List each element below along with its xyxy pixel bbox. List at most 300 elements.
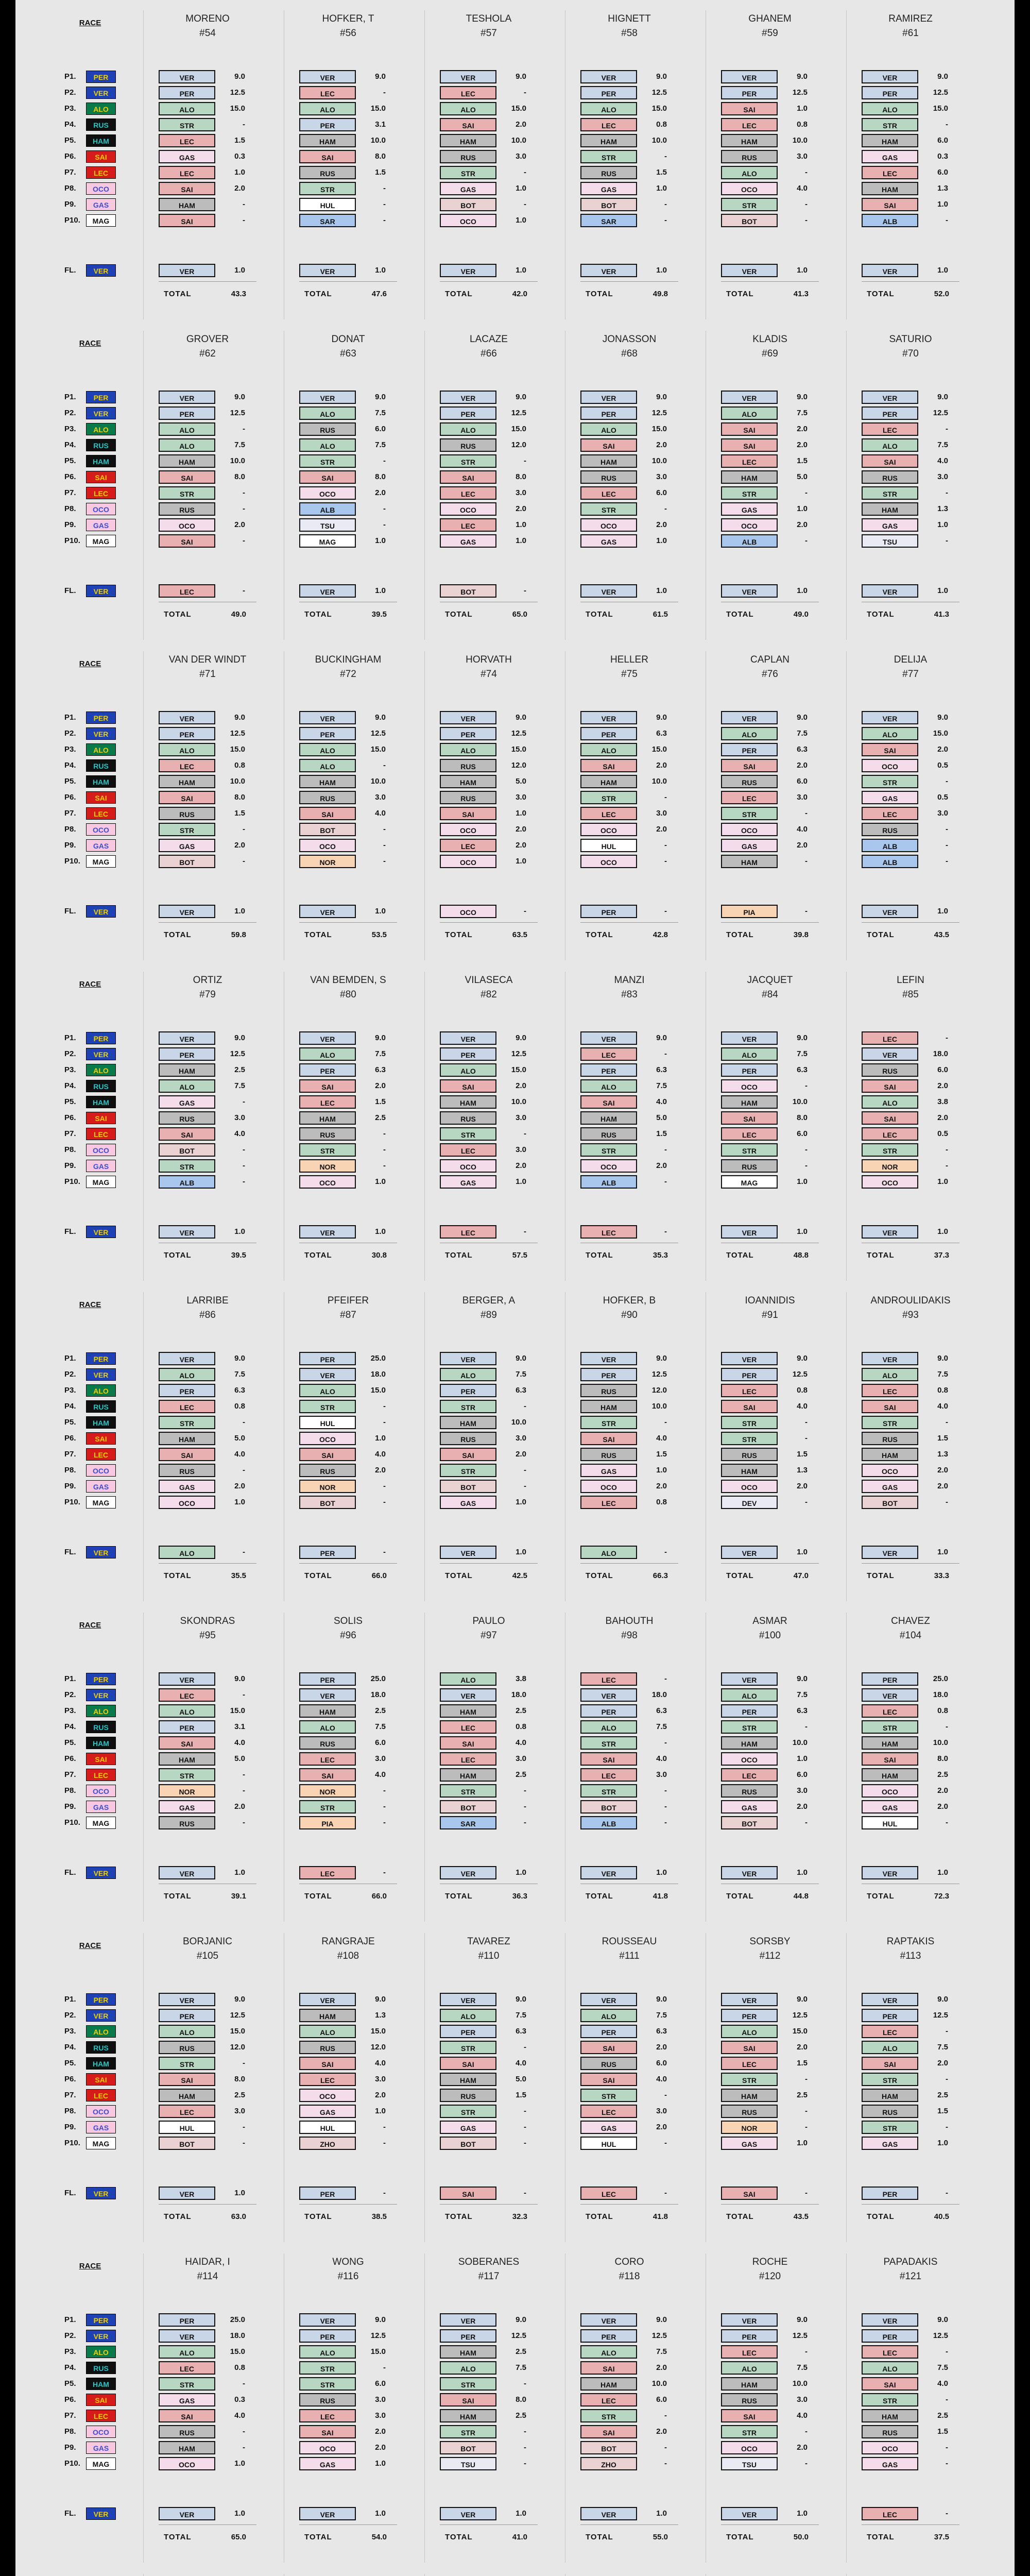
position-label: P8. xyxy=(64,825,76,834)
standings-page xyxy=(15,0,1015,2576)
player-card xyxy=(846,2564,975,2576)
prediction-row xyxy=(440,2137,540,2150)
driver-pick: LEC xyxy=(862,2345,918,2359)
player-card xyxy=(846,641,975,961)
total-label: TOTAL xyxy=(726,1571,754,1580)
pick-points: 6.0 xyxy=(656,2059,667,2067)
total-divider xyxy=(580,1563,678,1564)
total-value: 47.0 xyxy=(793,1571,809,1580)
position-label: P10. xyxy=(64,2459,80,2468)
prediction-row xyxy=(299,1416,400,1429)
pick-points: 6.3 xyxy=(797,1706,808,1715)
driver-pick: PER xyxy=(159,406,215,420)
pick-points: 9.0 xyxy=(656,2315,667,2324)
prediction-row xyxy=(580,1993,681,2006)
prediction-row xyxy=(721,2137,821,2150)
total-value: 50.0 xyxy=(793,2533,809,2541)
prediction-row xyxy=(721,86,821,99)
prediction-row xyxy=(862,454,962,468)
player-card xyxy=(143,1282,272,1602)
prediction-row xyxy=(440,711,540,724)
prediction-row xyxy=(580,182,681,195)
prediction-row xyxy=(440,1063,540,1077)
driver-pick: SAI xyxy=(299,1768,356,1782)
driver-pick: OCO xyxy=(721,823,778,836)
driver-pick: LEC xyxy=(580,1768,637,1782)
driver-pick: ALO xyxy=(299,759,356,772)
pick-points: - xyxy=(664,2443,667,2452)
pick-points: 2.0 xyxy=(656,1161,667,1170)
pick-points: - xyxy=(946,425,948,433)
total-label: TOTAL xyxy=(164,1571,192,1580)
prediction-row xyxy=(721,70,821,83)
prediction-row xyxy=(299,2057,400,2070)
player-card xyxy=(565,2564,694,2576)
pick-points: 5.0 xyxy=(234,1434,245,1443)
pick-points: 2.5 xyxy=(234,1065,245,1074)
prediction-row xyxy=(721,1159,821,1173)
prediction-row xyxy=(721,1432,821,1445)
player-name: BAHOUTH xyxy=(605,1616,654,1626)
pick-points: 2.5 xyxy=(375,1113,386,1122)
driver-pick: HUL xyxy=(159,2121,215,2134)
player-name: WONG xyxy=(332,2257,364,2267)
pick-points: - xyxy=(664,857,667,866)
fastest-lap-pick: VER xyxy=(721,1546,778,1559)
driver-pick: STR xyxy=(862,1720,918,1734)
player-number: #70 xyxy=(902,348,919,359)
prediction-row xyxy=(159,2329,259,2343)
race-result-chip: GAS xyxy=(86,1801,116,1813)
total-value: 40.5 xyxy=(934,2212,949,2221)
prediction-row xyxy=(299,1448,400,1461)
prediction-row xyxy=(580,198,681,211)
player-card xyxy=(424,1282,553,1602)
driver-pick: ALO xyxy=(862,2361,918,2375)
prediction-row xyxy=(580,534,681,548)
race-result-chip: VER xyxy=(86,1048,116,1060)
pick-points: 7.5 xyxy=(937,2363,948,2372)
driver-pick: VER xyxy=(580,391,637,404)
driver-pick: OCO xyxy=(580,823,637,836)
driver-pick: VER xyxy=(721,711,778,724)
fastest-lap-points: - xyxy=(383,1868,386,1877)
pick-points: 8.0 xyxy=(234,2075,245,2083)
prediction-row xyxy=(159,1079,259,1093)
prediction-row xyxy=(580,2345,681,2359)
fastest-lap-chip: VER xyxy=(86,264,116,277)
driver-pick: PER xyxy=(862,2009,918,2022)
prediction-row xyxy=(159,727,259,740)
pick-points: - xyxy=(243,1418,245,1427)
total-label: TOTAL xyxy=(726,1251,754,1260)
player-card xyxy=(706,641,834,961)
player-name: RANGRAJE xyxy=(321,1936,375,1947)
position-label: P10. xyxy=(64,2139,80,2147)
pick-points: 15.0 xyxy=(933,104,948,113)
pick-points: - xyxy=(946,2347,948,2356)
driver-pick: MAG xyxy=(299,534,356,548)
driver-pick: LEC xyxy=(721,2345,778,2359)
player-number: #90 xyxy=(621,1310,638,1320)
race-result-chip: OCO xyxy=(86,182,116,195)
driver-pick: LEC xyxy=(862,166,918,179)
race-result-chip: OCO xyxy=(86,1144,116,1156)
pick-points: - xyxy=(805,1081,808,1090)
driver-pick: BOT xyxy=(580,2441,637,2454)
player-card xyxy=(846,1282,975,1602)
player-name: PAULO xyxy=(472,1616,505,1626)
prediction-row xyxy=(159,1368,259,1381)
driver-pick: RUS xyxy=(721,150,778,163)
pick-points: 10.0 xyxy=(651,456,667,465)
player-name: VAN BEMDEN, S xyxy=(310,975,386,986)
prediction-row xyxy=(721,727,821,740)
race-result-chip: ALO xyxy=(86,423,116,435)
total-divider xyxy=(299,281,397,282)
prediction-row xyxy=(440,486,540,500)
race-result-chip: VER xyxy=(86,2009,116,2022)
position-label: P5. xyxy=(64,1738,76,1747)
pick-points: - xyxy=(524,2123,526,2131)
player-number: #63 xyxy=(340,348,356,359)
pick-points: 2.5 xyxy=(516,2411,526,2420)
total-label: TOTAL xyxy=(304,290,332,298)
prediction-row xyxy=(159,454,259,468)
prediction-row xyxy=(159,150,259,163)
race-result-chip: ALO xyxy=(86,1064,116,1076)
total-label: TOTAL xyxy=(726,2533,754,2541)
total-value: 41.8 xyxy=(653,1892,668,1901)
pick-points: - xyxy=(946,2395,948,2404)
fastest-lap-points: 1.0 xyxy=(234,266,245,275)
race-legend-title: RACE xyxy=(79,1300,101,1309)
driver-pick: RUS xyxy=(440,759,496,772)
race-result-chip: ALO xyxy=(86,103,116,115)
prediction-row xyxy=(159,855,259,868)
prediction-row xyxy=(862,743,962,756)
pick-points: - xyxy=(383,1482,386,1490)
race-result-chip: ALO xyxy=(86,2025,116,2038)
driver-pick: STR xyxy=(721,486,778,500)
total-divider xyxy=(862,922,959,923)
race-section xyxy=(15,2243,1015,2564)
pick-points: 3.0 xyxy=(234,1113,245,1122)
pick-points: 1.0 xyxy=(937,1177,948,1186)
prediction-row xyxy=(159,2105,259,2118)
driver-pick: ALB xyxy=(862,855,918,868)
driver-pick: STR xyxy=(440,1784,496,1798)
prediction-row xyxy=(580,1752,681,1766)
driver-pick: ALO xyxy=(721,406,778,420)
total-value: 42.8 xyxy=(653,930,668,939)
pick-points: 2.0 xyxy=(656,2363,667,2372)
fastest-lap-chip: VER xyxy=(86,585,116,597)
race-result-chip: ALO xyxy=(86,1705,116,1717)
pick-points: - xyxy=(524,2139,526,2147)
pick-points: 10.0 xyxy=(792,136,808,145)
total-value: 66.3 xyxy=(653,1571,668,1580)
prediction-row xyxy=(580,1368,681,1381)
player-card xyxy=(424,2564,553,2576)
prediction-row xyxy=(299,2041,400,2054)
player-number: #116 xyxy=(337,2271,359,2282)
driver-pick: HAM xyxy=(159,775,215,788)
pick-points: 1.5 xyxy=(234,809,245,818)
driver-pick: VER xyxy=(862,1688,918,1702)
fastest-lap-points: - xyxy=(946,2509,948,2518)
fastest-lap-points: - xyxy=(664,1548,667,1556)
pick-points: 6.0 xyxy=(375,2379,386,2388)
prediction-row xyxy=(862,1175,962,1189)
prediction-row xyxy=(580,70,681,83)
pick-points: 0.5 xyxy=(937,1129,948,1138)
player-name: ROCHE xyxy=(752,2257,788,2267)
player-card xyxy=(565,0,694,320)
prediction-row xyxy=(862,1752,962,1766)
pick-points: 4.0 xyxy=(375,809,386,818)
pick-points: 9.0 xyxy=(937,1995,948,2004)
driver-pick: VER xyxy=(580,1352,637,1365)
pick-points: 3.0 xyxy=(516,793,526,802)
driver-pick: LEC xyxy=(159,1688,215,1702)
prediction-row xyxy=(721,118,821,131)
total-label: TOTAL xyxy=(586,290,613,298)
pick-points: 12.5 xyxy=(792,1370,808,1379)
player-name: HAIDAR, I xyxy=(185,2257,230,2267)
pick-points: 2.0 xyxy=(656,520,667,529)
prediction-row xyxy=(299,1127,400,1141)
prediction-row xyxy=(580,486,681,500)
total-label: TOTAL xyxy=(867,1892,895,1901)
pick-points: - xyxy=(946,825,948,834)
driver-pick: ALO xyxy=(159,1079,215,1093)
fastest-lap-points: 1.0 xyxy=(234,2509,245,2518)
total-value: 41.3 xyxy=(793,290,809,298)
prediction-row xyxy=(299,759,400,772)
prediction-row xyxy=(580,502,681,516)
total-label: TOTAL xyxy=(867,2533,895,2541)
pick-points: 9.0 xyxy=(516,2315,526,2324)
prediction-row xyxy=(862,1047,962,1061)
fastest-lap-points: 1.0 xyxy=(937,266,948,275)
fastest-lap-pick: LEC xyxy=(299,1866,356,1879)
fastest-lap-pick: VER xyxy=(299,264,356,277)
prediction-row xyxy=(580,2441,681,2454)
driver-pick: LEC xyxy=(721,1768,778,1782)
driver-pick: VER xyxy=(580,1993,637,2006)
prediction-row xyxy=(862,1143,962,1157)
driver-pick: SAI xyxy=(580,2073,637,2086)
player-number: #95 xyxy=(199,1630,216,1641)
player-card xyxy=(284,2564,413,2576)
fastest-lap-points: 1.0 xyxy=(656,2509,667,2518)
position-label: P5. xyxy=(64,2059,76,2067)
prediction-row xyxy=(440,182,540,195)
pick-points: 1.0 xyxy=(656,536,667,545)
player-name: LEFIN xyxy=(897,975,924,986)
driver-pick: HAM xyxy=(580,1111,637,1125)
prediction-row xyxy=(159,422,259,436)
race-result-chip: OCO xyxy=(86,503,116,515)
total-divider xyxy=(580,922,678,923)
prediction-row xyxy=(721,1720,821,1734)
fastest-lap-points: 1.0 xyxy=(375,586,386,595)
position-label: P2. xyxy=(64,1370,76,1379)
column-divider xyxy=(143,2574,144,2576)
fastest-lap-points: - xyxy=(243,1548,245,1556)
prediction-row xyxy=(721,502,821,516)
prediction-row xyxy=(580,1047,681,1061)
pick-points: 2.0 xyxy=(797,520,808,529)
prediction-row xyxy=(159,1800,259,1814)
player-name: TESHOLA xyxy=(466,13,512,24)
pick-points: 10.0 xyxy=(230,456,245,465)
prediction-row xyxy=(580,1416,681,1429)
pick-points: 3.8 xyxy=(937,1097,948,1106)
pick-points: 15.0 xyxy=(230,2027,245,2036)
pick-points: 0.8 xyxy=(937,1706,948,1715)
column-divider xyxy=(424,1292,425,1601)
race-legend-title: RACE xyxy=(79,1621,101,1630)
driver-pick: PER xyxy=(862,2329,918,2343)
prediction-row xyxy=(580,1672,681,1686)
prediction-row xyxy=(580,2121,681,2134)
driver-pick: ALO xyxy=(580,743,637,756)
player-name: PAPADAKIS xyxy=(883,2257,938,2267)
pick-points: 3.0 xyxy=(797,1786,808,1795)
driver-pick: PER xyxy=(580,2025,637,2038)
prediction-row xyxy=(440,1464,540,1477)
player-number: #57 xyxy=(480,28,497,39)
pick-points: 2.0 xyxy=(516,120,526,129)
pick-points: 10.0 xyxy=(792,1738,808,1747)
prediction-row xyxy=(440,1672,540,1686)
driver-pick: PER xyxy=(159,727,215,740)
race-result-chip: VER xyxy=(86,1689,116,1701)
prediction-row xyxy=(440,775,540,788)
prediction-row xyxy=(862,823,962,836)
pick-points: 9.0 xyxy=(937,393,948,401)
position-label: P4. xyxy=(64,1081,76,1090)
position-label: P10. xyxy=(64,1498,80,1506)
prediction-row xyxy=(721,518,821,532)
pick-points: 1.0 xyxy=(234,168,245,177)
fastest-lap-points: 1.0 xyxy=(797,266,808,275)
total-divider xyxy=(299,1563,397,1564)
driver-pick: ALO xyxy=(159,2025,215,2038)
prediction-row xyxy=(440,518,540,532)
player-name: SORSBY xyxy=(749,1936,791,1947)
prediction-row xyxy=(299,70,400,83)
prediction-row xyxy=(159,1784,259,1798)
prediction-row xyxy=(862,1352,962,1365)
driver-pick: HAM xyxy=(580,134,637,147)
prediction-row xyxy=(580,1159,681,1173)
player-number: #120 xyxy=(759,2271,781,2282)
prediction-row xyxy=(721,2313,821,2327)
race-result-chip: GAS xyxy=(86,519,116,531)
prediction-row xyxy=(440,2441,540,2454)
driver-pick: ALO xyxy=(580,1079,637,1093)
prediction-row xyxy=(159,1448,259,1461)
driver-pick: OCO xyxy=(721,518,778,532)
driver-pick: HAM xyxy=(440,775,496,788)
pick-points: 5.0 xyxy=(656,1113,667,1122)
player-card xyxy=(424,320,553,641)
pick-points: 15.0 xyxy=(370,2347,386,2356)
driver-pick: VER xyxy=(159,1352,215,1365)
driver-pick: BOT xyxy=(440,2137,496,2150)
driver-pick: STR xyxy=(580,791,637,804)
driver-pick: RUS xyxy=(580,1448,637,1461)
driver-pick: SAI xyxy=(440,1079,496,1093)
pick-points: - xyxy=(946,1498,948,1506)
player-name: TAVAREZ xyxy=(467,1936,510,1947)
driver-pick: VER xyxy=(580,1688,637,1702)
column-divider xyxy=(424,972,425,1281)
pick-points: 4.0 xyxy=(234,1738,245,1747)
driver-pick: GAS xyxy=(159,150,215,163)
pick-points: - xyxy=(664,152,667,161)
prediction-row xyxy=(721,839,821,852)
total-label: TOTAL xyxy=(726,1892,754,1901)
driver-pick: LEC xyxy=(159,166,215,179)
pick-points: 7.5 xyxy=(516,2011,526,2020)
prediction-row xyxy=(721,166,821,179)
pick-points: 6.0 xyxy=(937,136,948,145)
pick-points: - xyxy=(946,1722,948,1731)
total-divider xyxy=(159,1563,256,1564)
prediction-row xyxy=(721,1704,821,1718)
race-result-chip: MAG xyxy=(86,535,116,547)
pick-points: 3.0 xyxy=(516,1145,526,1154)
column-divider xyxy=(143,10,144,319)
player-name: DONAT xyxy=(331,334,365,345)
fastest-lap-pick: VER xyxy=(299,1225,356,1239)
race-section xyxy=(15,1923,1015,2243)
prediction-row xyxy=(862,2073,962,2086)
column-divider xyxy=(846,651,847,960)
prediction-row xyxy=(862,1720,962,1734)
prediction-row xyxy=(721,2409,821,2422)
pick-points: 9.0 xyxy=(797,1354,808,1363)
player-card xyxy=(143,641,272,961)
pick-points: 4.0 xyxy=(656,1754,667,1763)
prediction-row xyxy=(440,102,540,115)
total-label: TOTAL xyxy=(164,1892,192,1901)
position-label: P8. xyxy=(64,184,76,193)
player-number: #87 xyxy=(340,1310,356,1320)
prediction-row xyxy=(159,2409,259,2422)
driver-pick: GAS xyxy=(440,534,496,548)
pick-points: 2.5 xyxy=(516,2347,526,2356)
player-card xyxy=(706,0,834,320)
pick-points: - xyxy=(243,536,245,545)
prediction-row xyxy=(299,454,400,468)
pick-points: 7.5 xyxy=(797,2363,808,2372)
total-label: TOTAL xyxy=(445,290,473,298)
total-value: 41.8 xyxy=(653,2212,668,2221)
pick-points: 18.0 xyxy=(651,1690,667,1699)
pick-points: 3.8 xyxy=(516,1674,526,1683)
prediction-row xyxy=(862,1688,962,1702)
pick-points: 0.3 xyxy=(234,2395,245,2404)
position-label: P1. xyxy=(64,1354,76,1363)
total-label: TOTAL xyxy=(586,2212,613,2221)
position-label: P1. xyxy=(64,1995,76,2004)
total-value: 65.0 xyxy=(512,610,527,619)
